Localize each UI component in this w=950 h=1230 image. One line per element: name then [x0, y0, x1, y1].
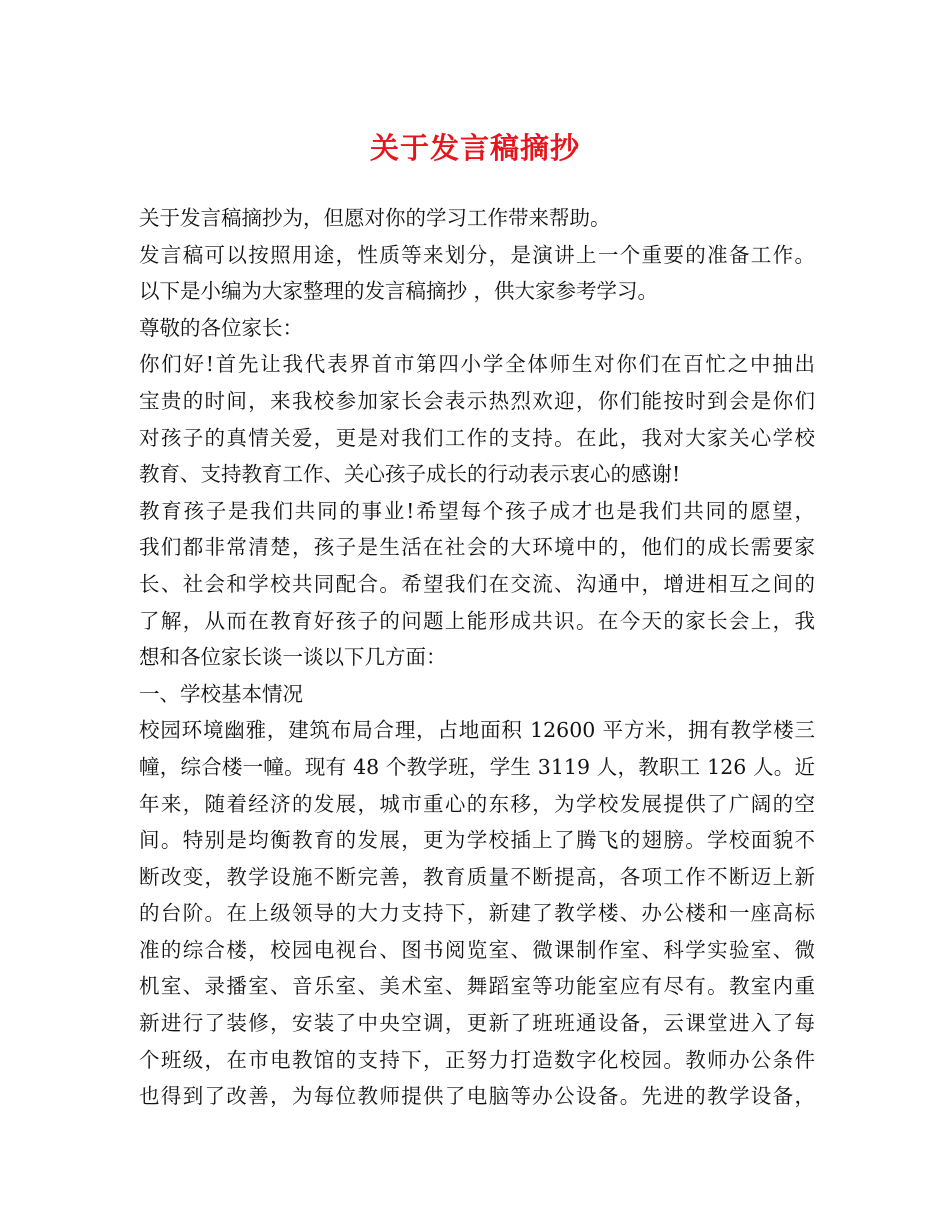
body-line: 的台阶。在上级领导的大力支持下，新建了教学楼、办公楼和一座高标	[139, 901, 815, 926]
body-line: 也得到了改善，为每位教师提供了电脑等办公设备。先进的教学设备，	[139, 1084, 815, 1109]
body-line: 教育孩子是我们共同的事业!希望每个孩子成才也是我们共同的愿望，	[139, 498, 815, 523]
body-line: 校园环境幽雅，建筑布局合理，占地面积 12600 平方米，拥有教学楼三	[139, 718, 815, 743]
document-body	[139, 200, 815, 1115]
body-line: 机室、录播室、音乐室、美术室、舞蹈室等功能室应有尽有。教室内重	[139, 974, 815, 999]
body-line: 幢，综合楼一幢。现有 48 个教学班，学生 3119 人，教职工 126 人。近	[139, 754, 815, 779]
body-line: 以下是小编为大家整理的发言稿摘抄 ，供大家参考学习。	[139, 279, 659, 304]
body-line: 想和各位家长谈一谈以下几方面：	[139, 645, 447, 670]
body-line: 宝贵的时间，来我校参加家长会表示热烈欢迎，你们能按时到会是你们	[139, 388, 815, 413]
document-title: 关于发言稿摘抄	[369, 131, 580, 165]
body-line: 一、学校基本情况	[139, 681, 303, 706]
body-line: 间。特别是均衡教育的发展，更为学校插上了腾飞的翅膀。学校面貌不	[139, 828, 815, 853]
body-line: 年来，随着经济的发展，城市重心的东移，为学校发展提供了广阔的空	[139, 791, 815, 816]
body-line: 长、社会和学校共同配合。希望我们在交流、沟通中，增进相互之间的	[139, 571, 815, 596]
body-line: 个班级，在市电教馆的支持下，正努力打造数字化校园。教师办公条件	[139, 1047, 815, 1072]
body-line: 了解，从而在教育好孩子的问题上能形成共识。在今天的家长会上，我	[139, 608, 815, 633]
body-line: 断改变，教学设施不断完善，教育质量不断提高，各项工作不断迈上新	[139, 864, 815, 889]
body-line: 准的综合楼，校园电视台、图书阅览室、微课制作室、科学实验室、微	[139, 937, 815, 962]
body-line: 我们都非常清楚，孩子是生活在社会的大环境中的，他们的成长需要家	[139, 535, 815, 560]
body-line: 对孩子的真情关爱，更是对我们工作的支持。在此，我对大家关心学校	[139, 425, 815, 450]
body-line: 新进行了装修，安装了中央空调，更新了班班通设备，云课堂进入了每	[139, 1011, 815, 1036]
body-line: 教育、支持教育工作、关心孩子成长的行动表示衷心的感谢!	[139, 462, 681, 487]
body-line: 尊敬的各位家长：	[139, 315, 303, 340]
body-line: 发言稿可以按照用途，性质等来划分，是演讲上一个重要的准备工作。	[139, 242, 815, 267]
body-line: 你们好!首先让我代表界首市第四小学全体师生对你们在百忙之中抽出	[139, 352, 815, 377]
body-line: 关于发言稿摘抄为，但愿对你的学习工作带来帮助。	[139, 206, 611, 230]
